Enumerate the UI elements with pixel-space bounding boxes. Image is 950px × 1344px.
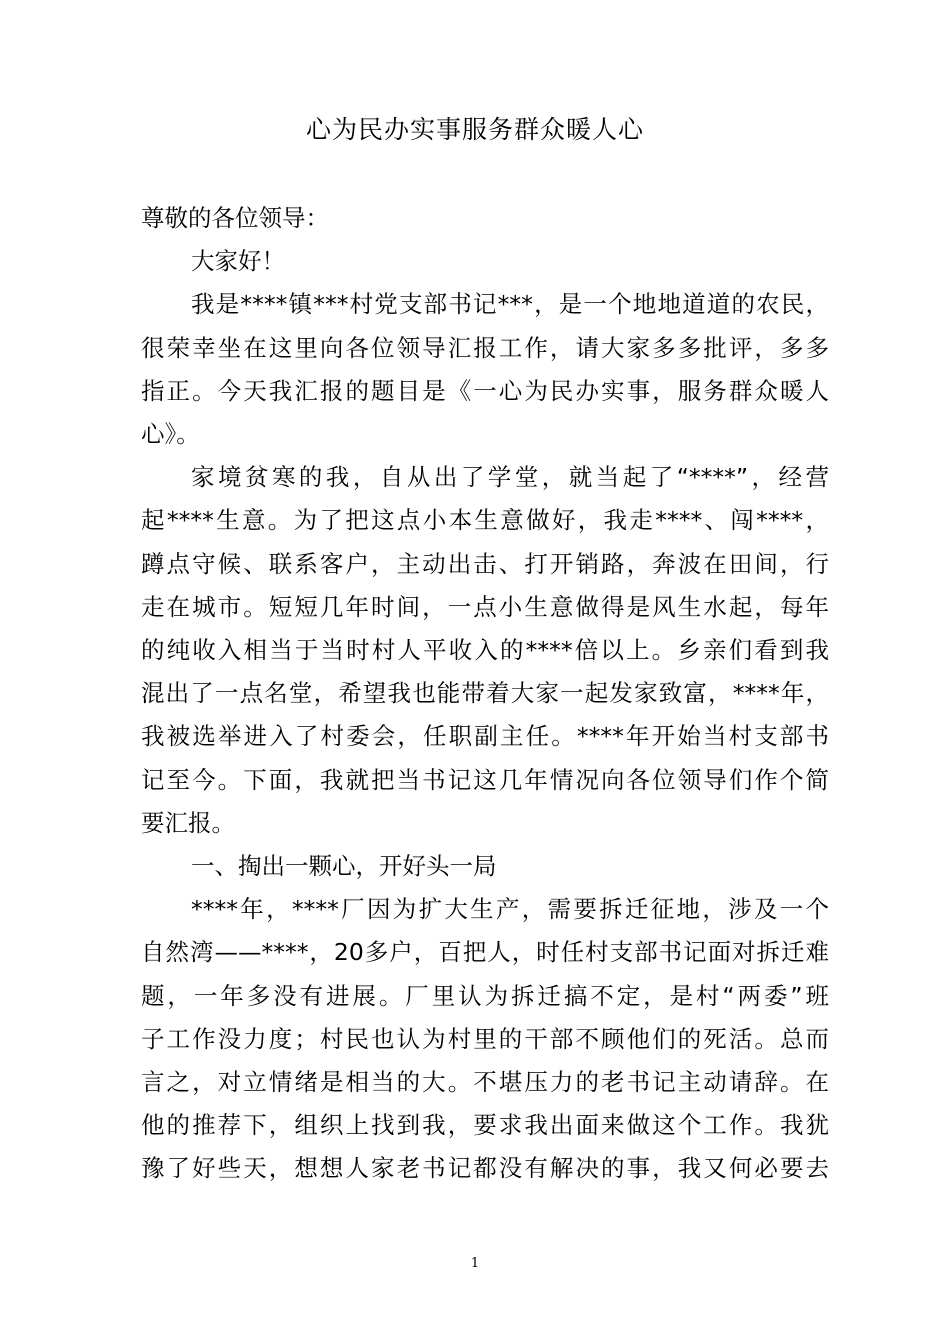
paragraph-line: 言之，对立情绪是相当的大。不堪压力的老书记主动请辞。在 (141, 1068, 829, 1097)
paragraph-line: ****年，****厂因为扩大生产，需要拆迁征地，涉及一个 (191, 895, 829, 924)
paragraph-line: 自然湾——****，20多户，百把人，时任村支部书记面对拆迁难 (141, 938, 829, 967)
document-title: 心为民办实事服务群众暖人心 (305, 115, 644, 144)
salutation: 尊敬的各位领导： (141, 204, 329, 232)
paragraph-line: 要汇报。 (141, 808, 235, 837)
paragraph-line: 走在城市。短短几年时间，一点小生意做得是风生水起，每年 (141, 592, 829, 621)
paragraph-line: 豫了好些天，想想人家老书记都没有解决的事，我又何必要去 (141, 1154, 829, 1183)
paragraph-line: 很荣幸坐在这里向各位领导汇报工作，请大家多多批评，多多 (141, 333, 829, 362)
page-number: 1 (470, 1256, 480, 1271)
section-heading: 一、掏出一颗心，开好头一局 (191, 852, 497, 881)
paragraph-line: 记至今。下面，我就把当书记这几年情况向各位领导们作个简 (141, 765, 829, 794)
paragraph-line: 我是****镇***村党支部书记***，是一个地地道道的农民， (191, 290, 829, 319)
paragraph-line: 我被选举进入了村委会，任职副主任。****年开始当村支部书 (141, 722, 829, 751)
greeting: 大家好！ (191, 247, 285, 276)
paragraph-line: 子工作没力度；村民也认为村里的干部不顾他们的死活。总而 (141, 1024, 829, 1053)
paragraph-line: 他的推荐下，组织上找到我，要求我出面来做这个工作。我犹 (141, 1111, 829, 1140)
paragraph-line: 心》。 (141, 420, 200, 449)
paragraph-line: 的纯收入相当于当时村人平收入的****倍以上。乡亲们看到我 (141, 636, 829, 665)
paragraph-line: 题，一年多没有进展。厂里认为拆迁搞不定，是村“两委”班 (141, 981, 829, 1010)
paragraph-line: 起****生意。为了把这点小本生意做好，我走****、闯****， (141, 506, 829, 535)
paragraph-line: 蹲点守候、联系客户，主动出击、打开销路，奔波在田间，行 (141, 549, 829, 578)
paragraph-line: 家境贫寒的我，自从出了学堂，就当起了“****”，经营 (191, 463, 829, 492)
paragraph-line: 指正。今天我汇报的题目是《一心为民办实事，服务群众暖人 (141, 376, 829, 405)
document-body (141, 197, 829, 1191)
paragraph-line: 混出了一点名堂，希望我也能带着大家一起发家致富，****年， (141, 679, 829, 708)
